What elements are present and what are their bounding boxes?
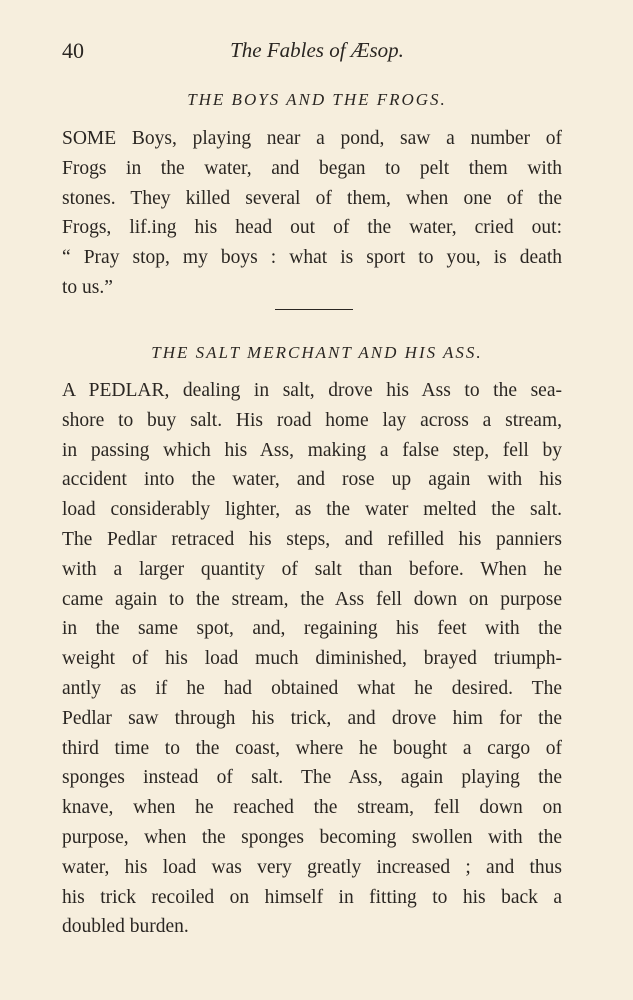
fable-text-boys-and-frogs bbox=[62, 124, 562, 303]
text-line: knave, when he reached the stream, fell down on bbox=[62, 797, 562, 819]
text-line: accident into the water, and rose up again with his bbox=[62, 469, 562, 491]
page-number: 40 bbox=[62, 38, 84, 63]
fable-text-salt-merchant bbox=[62, 376, 562, 942]
text-line: sponges instead of salt. The Ass, again playing the bbox=[62, 767, 562, 789]
text-line: Frogs in the water, and began to pelt them with bbox=[62, 157, 562, 179]
text-line: Pedlar saw through his trick, and drove him for the bbox=[62, 707, 562, 729]
lead-word: A PEDLAR, bbox=[62, 380, 170, 401]
text-line: to us.” bbox=[62, 276, 113, 298]
text-line: The Pedlar retraced his steps, and refilled his panniers bbox=[62, 528, 562, 550]
text-line: antly as if he had obtained what he desired. The bbox=[62, 677, 562, 699]
running-head bbox=[62, 38, 572, 68]
text-line: with a larger quantity of salt than before. When he bbox=[62, 558, 562, 580]
text-line: stones. They killed several of them, when one of the bbox=[62, 187, 562, 209]
line-text: Boys, playing near a pond, saw a number of bbox=[116, 128, 562, 149]
text-line: came again to the stream, the Ass fell down on purpose bbox=[62, 588, 562, 610]
text-line: third time to the coast, where he bought a cargo of bbox=[62, 737, 562, 759]
book-title: The Fables of Æsop. bbox=[230, 38, 404, 62]
text-line: in passing which his Ass, making a false step, fell by bbox=[62, 439, 562, 461]
text-line: weight of his load much diminished, brayed triumph- bbox=[62, 648, 562, 670]
text-line: doubled burden. bbox=[62, 916, 189, 938]
lead-word: SOME bbox=[62, 128, 117, 149]
fable-title-salt-merchant: THE SALT MERCHANT AND HIS ASS. bbox=[151, 343, 483, 362]
fable-title-boys-and-frogs: THE BOYS AND THE FROGS. bbox=[187, 90, 447, 109]
text-line bbox=[62, 124, 562, 154]
text-line: shore to buy salt. His road home lay across a stream, bbox=[62, 409, 562, 431]
text-line: purpose, when the sponges becoming swollen with the bbox=[62, 826, 562, 848]
text-line: his trick recoiled on himself in fitting to his back a bbox=[62, 886, 562, 908]
line-text: dealing in salt, drove his Ass to the sea- bbox=[169, 380, 562, 401]
text-line: “ Pray stop, my boys : what is sport to you, is death bbox=[62, 247, 562, 269]
section-divider bbox=[275, 309, 353, 310]
text-line: load considerably lighter, as the water melted the salt. bbox=[62, 499, 562, 521]
text-line: Frogs, lif.ing his head out of the water, cried out: bbox=[62, 217, 562, 239]
text-line bbox=[62, 376, 562, 406]
text-line: in the same spot, and, regaining his feet with the bbox=[62, 618, 562, 640]
text-line: water, his load was very greatly increased ; and thus bbox=[62, 856, 562, 878]
